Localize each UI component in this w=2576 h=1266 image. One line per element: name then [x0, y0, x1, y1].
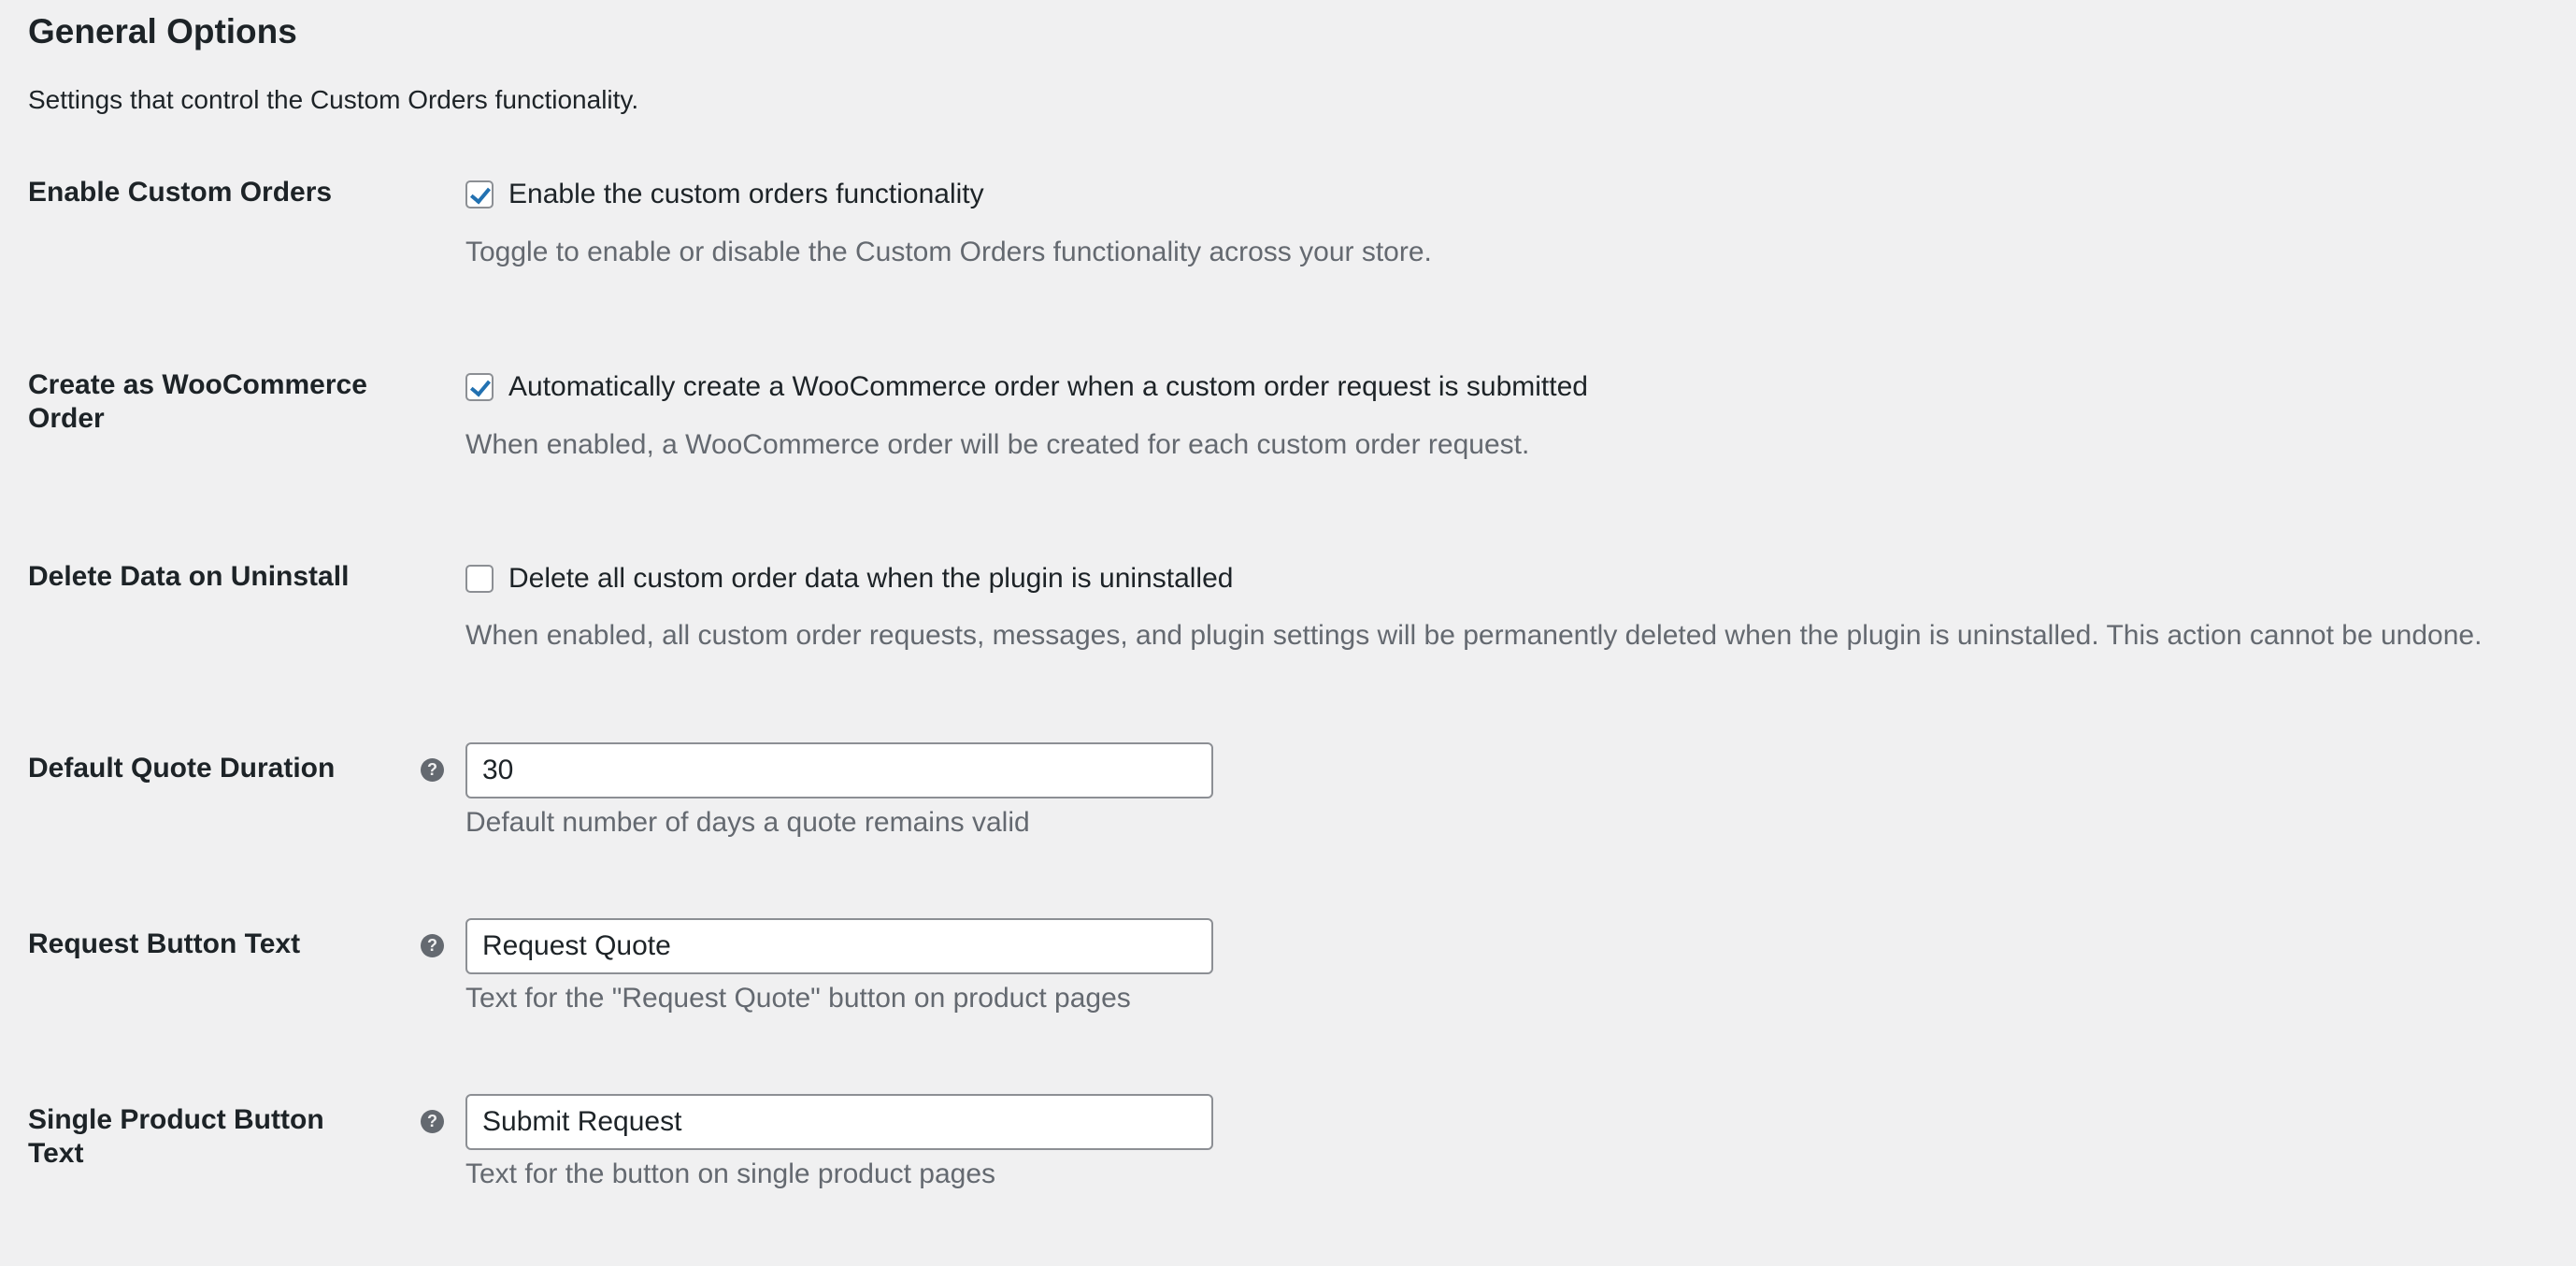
- delete-data-checkbox[interactable]: [465, 565, 494, 593]
- setting-description: Toggle to enable or disable the Custom Orders functionality across your store.: [465, 237, 1432, 267]
- checkbox-label[interactable]: Automatically create a WooCommerce order when a custom order request is submitted: [508, 371, 1588, 402]
- setting-label: Single Product Button Text: [28, 1104, 324, 1169]
- checkbox-label[interactable]: Enable the custom orders functionality: [508, 179, 984, 209]
- single-product-button-text-input[interactable]: Submit Request: [465, 1094, 1213, 1150]
- setting-description: Text for the "Request Quote" button on product pages: [465, 983, 1131, 1014]
- section-description: Settings that control the Custom Orders functionality.: [28, 85, 639, 114]
- checkbox-label[interactable]: Delete all custom order data when the plugin is uninstalled: [508, 563, 1234, 594]
- setting-label: Enable Custom Orders: [28, 177, 333, 208]
- section-title: General Options: [28, 12, 297, 50]
- setting-label: Create as WooCommerce Order: [28, 369, 367, 434]
- setting-description: Text for the button on single product pages: [465, 1158, 996, 1189]
- quote-duration-input[interactable]: 30: [465, 742, 1213, 798]
- setting-label: Default Quote Duration: [28, 753, 336, 784]
- delete-data-option[interactable]: [465, 563, 1233, 595]
- setting-label: Request Button Text: [28, 928, 301, 959]
- question-circle-icon[interactable]: ?: [421, 1110, 444, 1133]
- create-wc-order-option[interactable]: [465, 371, 1588, 403]
- request-button-text-input[interactable]: Request Quote: [465, 918, 1213, 974]
- setting-description: Default number of days a quote remains valid: [465, 807, 1030, 838]
- setting-label: Delete Data on Uninstall: [28, 561, 350, 592]
- enable-custom-orders-checkbox[interactable]: [465, 180, 494, 209]
- question-circle-icon[interactable]: ?: [421, 758, 444, 782]
- setting-description: When enabled, a WooCommerce order will be created for each custom order request.: [465, 429, 1530, 460]
- question-circle-icon[interactable]: ?: [421, 934, 444, 957]
- create-wc-order-checkbox[interactable]: [465, 373, 494, 401]
- setting-description: When enabled, all custom order requests, messages, and plugin settings will be permanently deleted when the plugin is uninstalled. This action cannot be undone.: [465, 620, 2483, 651]
- enable-custom-orders-option[interactable]: [465, 179, 984, 210]
